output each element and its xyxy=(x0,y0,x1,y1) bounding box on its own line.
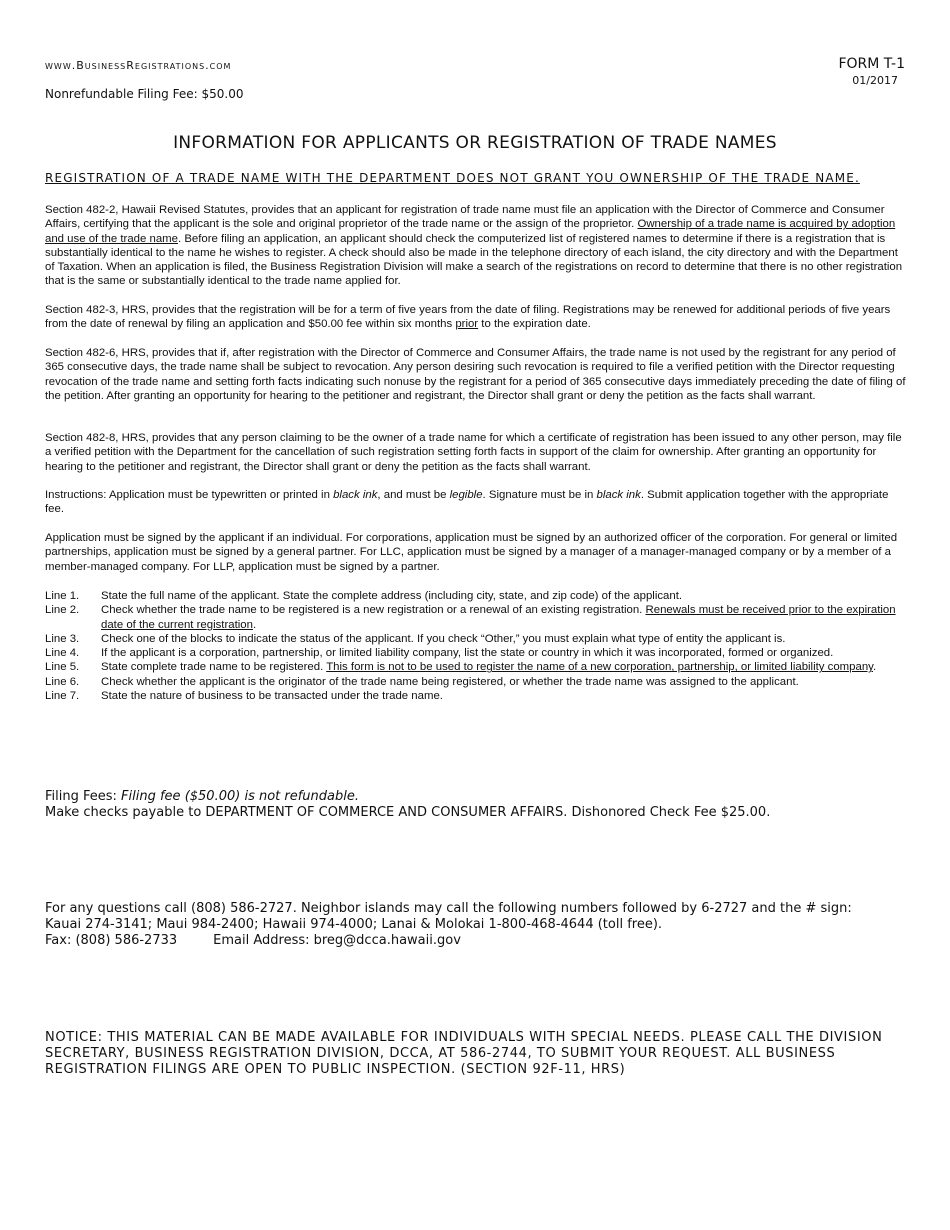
page-title: INFORMATION FOR APPLICANTS OR REGISTRATION OF TRADE NAMES xyxy=(173,133,777,153)
instructions: Instructions: Application must be typewritten or printed in black ink, and must be legible. Signature must be in black ink. Submit application together with the appropriate fee. xyxy=(45,489,889,516)
website-url: www.BusinessRegistrations.com xyxy=(45,59,232,72)
line-item: Line 5. State complete trade name to be registered. This form is not to be used to register the name of a new corporation, partnership, or limited liability company. xyxy=(45,661,877,674)
section-482-6: Section 482-6, HRS, provides that if, after registration with the Director of Commerce and Consumer Affairs, the trade name is not used by the registrant for any period of 365 consecutive days, the trade name shall be subject to revocation. Any person desiring such revocation is required to file a verified petition with the Director requesting revocation of the trade name and setting forth facts indicating such nonuse by the registrant for a period of 365 consecutive days immediately preceding the date of filing of the petition. After granting an opportunity for hearing to the petitioner and registrant, the Director shall grant or deny the petition as the facts shall warrant. xyxy=(45,347,906,402)
section-482-3: Section 482-3, HRS, provides that the registration will be for a term of five years from the date of filing. Registrations may be renewed for additional periods of five years from the date of renewal by filing an application and $50.00 fee within six months prior to the expiration date. xyxy=(45,304,891,331)
filing-fee-note: Nonrefundable Filing Fee: $50.00 xyxy=(45,87,244,101)
form-number: FORM T-1 xyxy=(838,56,905,72)
line-instructions xyxy=(45,589,907,703)
line-item: Line 2. Check whether the trade name to be registered is a new registration or a renewal of an existing registration. Renewals must be received prior to the expiration date of the current registration. xyxy=(45,604,896,631)
section-482-8: Section 482-8, HRS, provides that any person claiming to be the owner of a trade name for which a certificate of registration has been issued to any other person, may file a verified petition with the Department for the cancellation of such registration setting forth facts in support of the claim for ownership. After granting an opportunity for hearing to the petitioner and registrant, the Director shall grant or deny the petition as the facts shall warrant. xyxy=(45,432,902,473)
line-item: Line 7. State the nature of business to be transacted under the trade name. xyxy=(45,690,443,703)
email-address: Email Address: breg@dcca.hawaii.gov xyxy=(213,933,461,948)
special-needs-notice: NOTICE: THIS MATERIAL CAN BE MADE AVAILABLE FOR INDIVIDUALS WITH SPECIAL NEEDS. PLEASE CALL THE DIVISION SECRETARY, BUSINESS REGISTRATION DIVISION, DCCA, AT 586-2744, TO SUBMIT YOUR REQUEST. ALL BUSINESS REGISTRATION FILINGS ARE OPEN TO PUBLIC INSPECTION. (SECTION 92F-11, HRS) xyxy=(45,1030,883,1077)
line-item: Line 4. If the applicant is a corporation, partnership, or limited liability company, list the state or country in which it was incorporated, formed or organized. xyxy=(45,647,834,660)
section-482-2: Section 482-2, Hawaii Revised Statutes, provides that an applicant for registration of trade name must file an application with the Director of Commerce and Consumer Affairs, certifying that the applicant is the sole and original proprietor of the trade name or the assign of the proprietor. Ownership of a trade name is acquired by adoption and use of the trade name. Before filing an application, an applicant should check the computerized list of registered names to determine if there is a registration that is substantially identical to the name he wishes to register. A check should also be made in the telephone directory of each island, the city directory and with the Department of Taxation. When an application is filed, the Business Registration Division will make a search of the registrations on record to determine that there is no other registration that is the same or substantially identical to the trade name applied for. xyxy=(45,204,903,288)
line-item: Line 6. Check whether the applicant is the originator of the trade name being registered, or whether the trade name was assigned to the applicant. xyxy=(45,675,799,688)
ownership-warning: REGISTRATION OF A TRADE NAME WITH THE DEPARTMENT DOES NOT GRANT YOU OWNERSHIP OF THE TRADE NAME. xyxy=(45,171,860,185)
filing-fees: Filing Fees: Filing fee ($50.00) is not refundable. Make checks payable to DEPARTMENT OF COMMERCE AND CONSUMER AFFAIRS. Dishonored Check Fee $25.00. xyxy=(45,789,771,820)
fax-number: Fax: (808) 586-2733 xyxy=(45,933,178,948)
line-item: Line 1. State the full name of the applicant. State the complete address (including city, state, and zip code) of the applicant. xyxy=(45,590,683,602)
signing-requirements: Application must be signed by the applicant if an individual. For corporations, application must be signed by an authorized officer of the corporation. For general or limited partnerships, application must be signed by a general partner. For LLC, application must be signed by a manager of a manager-managed company or by a member of a member-managed company. For LLP, application must be signed by a partner. xyxy=(45,532,898,573)
contact-info: For any questions call (808) 586-2727. Neighbor islands may call the following numbers followed by 6-2727 and the # sign: Kauai 274-3141; Maui 984-2400; Hawaii 974-4000; Lanai & Molokai 1-800-468-4644 (toll free). Fax: (808) 586-2733 Email Address: breg@dcca.hawaii.gov xyxy=(45,901,852,948)
form-date: 01/2017 xyxy=(852,74,898,87)
line-item: Line 3. Check one of the blocks to indicate the status of the applicant. If you check “Other,” you must explain what type of entity the applicant is. xyxy=(45,632,786,645)
